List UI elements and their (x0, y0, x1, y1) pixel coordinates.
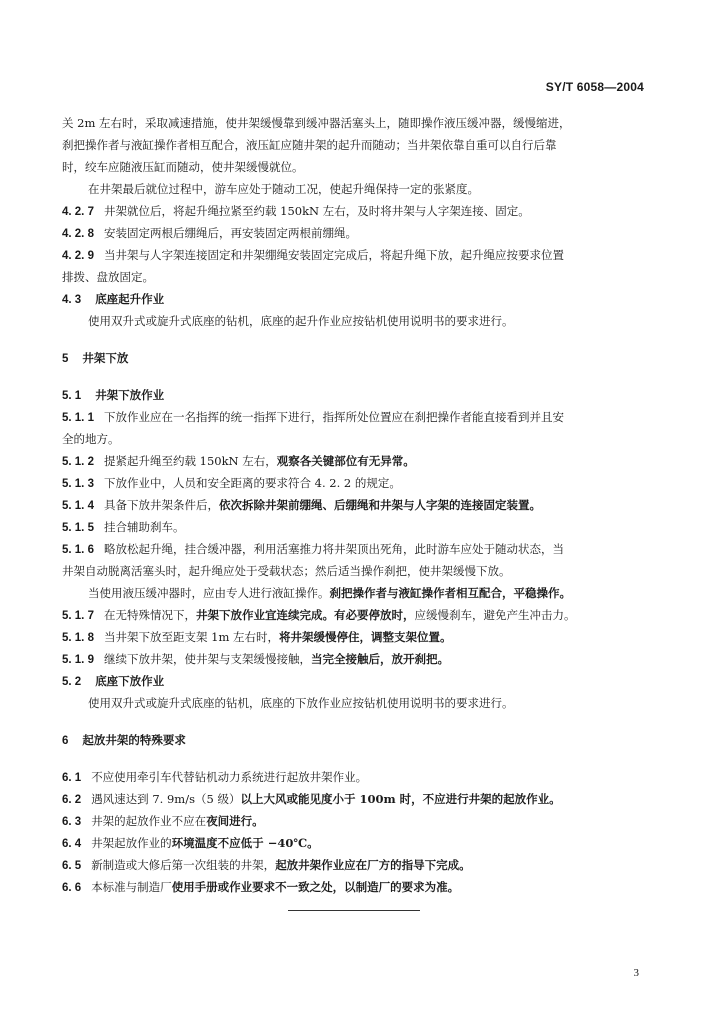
clause-text: 继续下放井架，使井架与支架缓慢接触， (103, 652, 311, 666)
section-number: 5. 1 (62, 390, 82, 402)
clause-6-3 (62, 813, 264, 830)
clause-text: 具备下放井架条件后， (103, 498, 219, 512)
chapter-title: 起放井架的特殊要求 (82, 733, 186, 747)
paragraph-line: 关 2m 左右时，采取减速措施，使井架缓慢靠到缓冲器活塞头上，随即操作液压缓冲器，缓慢缩进， (62, 116, 571, 130)
clause-number: 6. 3 (62, 816, 82, 828)
paragraph-line: 井架自动脱离活塞头时，起升绳应处于受载状态；然后适当操作刹把，使井架缓慢下放。 (62, 564, 511, 578)
clause-text: 遇风速达到 7. 9m/s（5 级） (91, 792, 241, 806)
clause-number: 5. 1. 6 (62, 544, 94, 556)
clause-text: 提紧起升绳至约载 150kN 左右， (103, 454, 277, 468)
clause-text-emphasis: 使用手册或作业要求不一致之处，以制造厂的要求为准。 (171, 880, 460, 894)
clause-text: 挂合辅助刹车。 (103, 520, 185, 534)
clause-5-1-7 (62, 607, 575, 624)
clause-5-1-4 (62, 497, 541, 514)
clause-6-5 (62, 857, 471, 874)
clause-text-emphasis: 夜间进行。 (206, 814, 264, 828)
clause-text: 当井架下放至距支架 1m 左右时， (103, 630, 279, 644)
clause-4-2-7 (62, 203, 530, 220)
clause-text: 当井架与人字架连接固定和井架绷绳安装固定完成后，将起升绳下放，起升绳应按要求位置 (103, 248, 564, 262)
clause-text: 下放作业中，人员和安全距离的要求符合 4. 2. 2 的规定。 (103, 476, 401, 490)
clause-number: 6. 4 (62, 838, 82, 850)
clause-4-2-9 (62, 247, 564, 264)
clause-6-1 (62, 769, 367, 786)
clause-text-emphasis: 依次拆除井架前绷绳、后绷绳和井架与人字架的连接固定装置。 (218, 498, 541, 512)
clause-text: 新制造或大修后第一次组装的井架， (91, 858, 276, 872)
clause-5-1-3 (62, 475, 401, 492)
clause-6-4 (62, 835, 319, 852)
clause-number: 6. 1 (62, 772, 82, 784)
clause-text-emphasis: 井架下放作业宜连续完成。有必要停放时， (195, 608, 415, 622)
clause-number: 6. 6 (62, 882, 82, 894)
clause-5-1-6 (62, 541, 564, 558)
chapter-heading-6 (62, 732, 186, 749)
paragraph-line: 刹把操作者与液缸操作者相互配合，液压缸应随井架的起升而随动；当井架依靠自重可以自行后靠 (62, 138, 557, 152)
clause-number: 4. 2. 7 (62, 206, 94, 218)
clause-text: 应缓慢刹车，避免产生冲击力。 (414, 608, 576, 622)
clause-number: 6. 2 (62, 794, 82, 806)
clause-5-1-5 (62, 519, 184, 536)
clause-text-emphasis: 环境温度不应低于 −40℃。 (171, 836, 319, 850)
clause-number: 5. 1. 3 (62, 478, 94, 490)
clause-number: 5. 1. 4 (62, 500, 94, 512)
paragraph-line: 使用双升式或旋升式底座的钻机，底座的起升作业应按钻机使用说明书的要求进行。 (88, 314, 514, 328)
clause-text-emphasis: 起放井架作业应在厂方的指导下完成。 (275, 858, 471, 872)
clause-text: 井架的起放作业不应在 (91, 814, 207, 828)
clause-text: 下放作业应在一名指挥的统一指挥下进行，指挥所处位置应在刹把操作者能直接看到并且安 (103, 410, 564, 424)
clause-number: 6. 5 (62, 860, 82, 872)
chapter-title: 井架下放 (82, 351, 129, 365)
clause-5-1-2 (62, 453, 415, 470)
clause-text: 不应使用牵引车代替钻机动力系统进行起放井架作业。 (91, 770, 368, 784)
clause-number: 5. 1. 7 (62, 610, 94, 622)
section-heading-4-3 (62, 291, 164, 308)
paragraph-line: 时，绞车应随液压缸而随动，使井架缓慢就位。 (62, 160, 304, 174)
clause-number: 4. 2. 9 (62, 250, 94, 262)
section-title: 底座起升作业 (95, 292, 165, 306)
page-number: 3 (633, 967, 639, 979)
clause-number: 5. 1. 8 (62, 632, 94, 644)
clause-5-1-1 (62, 409, 564, 426)
clause-text-emphasis: 将井架缓慢停住，调整支架位置。 (279, 630, 452, 644)
clause-text: 在无特殊情况下， (103, 608, 196, 622)
clause-5-1-9 (62, 651, 449, 668)
clause-6-6 (62, 879, 459, 896)
paragraph-line: 在井架最后就位过程中，游车应处于随动工况，使起升绳保持一定的张紧度。 (88, 182, 479, 196)
paragraph-line: 排拨、盘放固定。 (62, 270, 154, 284)
section-title: 井架下放作业 (95, 388, 165, 402)
section-heading-5-1 (62, 387, 164, 404)
clause-6-2 (62, 791, 561, 808)
section-heading-5-2 (62, 673, 164, 690)
section-number: 5. 2 (62, 676, 82, 688)
clause-text: 井架起放作业的 (91, 836, 172, 850)
paragraph-line: 使用双升式或旋升式底座的钻机，底座的下放作业应按钻机使用说明书的要求进行。 (88, 696, 514, 710)
clause-4-2-8 (62, 225, 357, 242)
paragraph-line (88, 585, 571, 601)
clause-5-1-8 (62, 629, 452, 646)
clause-text: 安装固定两根后绷绳后，再安装固定两根前绷绳。 (103, 226, 357, 240)
clause-number: 4. 2. 8 (62, 228, 94, 240)
clause-text-emphasis: 当完全接触后，放开刹把。 (310, 652, 449, 666)
clause-text: 井架就位后，将起升绳拉紧至约载 150kN 左右，及时将井架与人字架连接、固定。 (103, 204, 530, 218)
clause-text-emphasis: 观察各关键部位有无异常。 (276, 454, 415, 468)
section-title: 底座下放作业 (95, 674, 165, 688)
chapter-number: 6 (62, 735, 69, 747)
section-number: 4. 3 (62, 294, 82, 306)
chapter-heading-5 (62, 350, 128, 367)
end-of-document-rule (288, 910, 420, 911)
clause-number: 5. 1. 5 (62, 522, 94, 534)
chapter-number: 5 (62, 353, 69, 365)
clause-text-emphasis: 以上大风或能见度小于 100m 时，不应进行井架的起放作业。 (240, 792, 561, 806)
paragraph-text-emphasis: 刹把操作者与液缸操作者相互配合，平稳操作。 (329, 586, 571, 600)
clause-text: 略放松起升绳，挂合缓冲器，利用活塞推力将井架顶出死角，此时游车应处于随动状态，当 (103, 542, 564, 556)
clause-number: 5. 1. 2 (62, 456, 94, 468)
clause-number: 5. 1. 9 (62, 654, 94, 666)
paragraph-line: 全的地方。 (62, 432, 120, 446)
clause-number: 5. 1. 1 (62, 412, 94, 424)
paragraph-text: 当使用液压缓冲器时，应由专人进行液缸操作。 (88, 586, 330, 600)
clause-text: 本标准与制造厂 (91, 880, 172, 894)
document-header: SY/T 6058—2004 (545, 80, 644, 94)
